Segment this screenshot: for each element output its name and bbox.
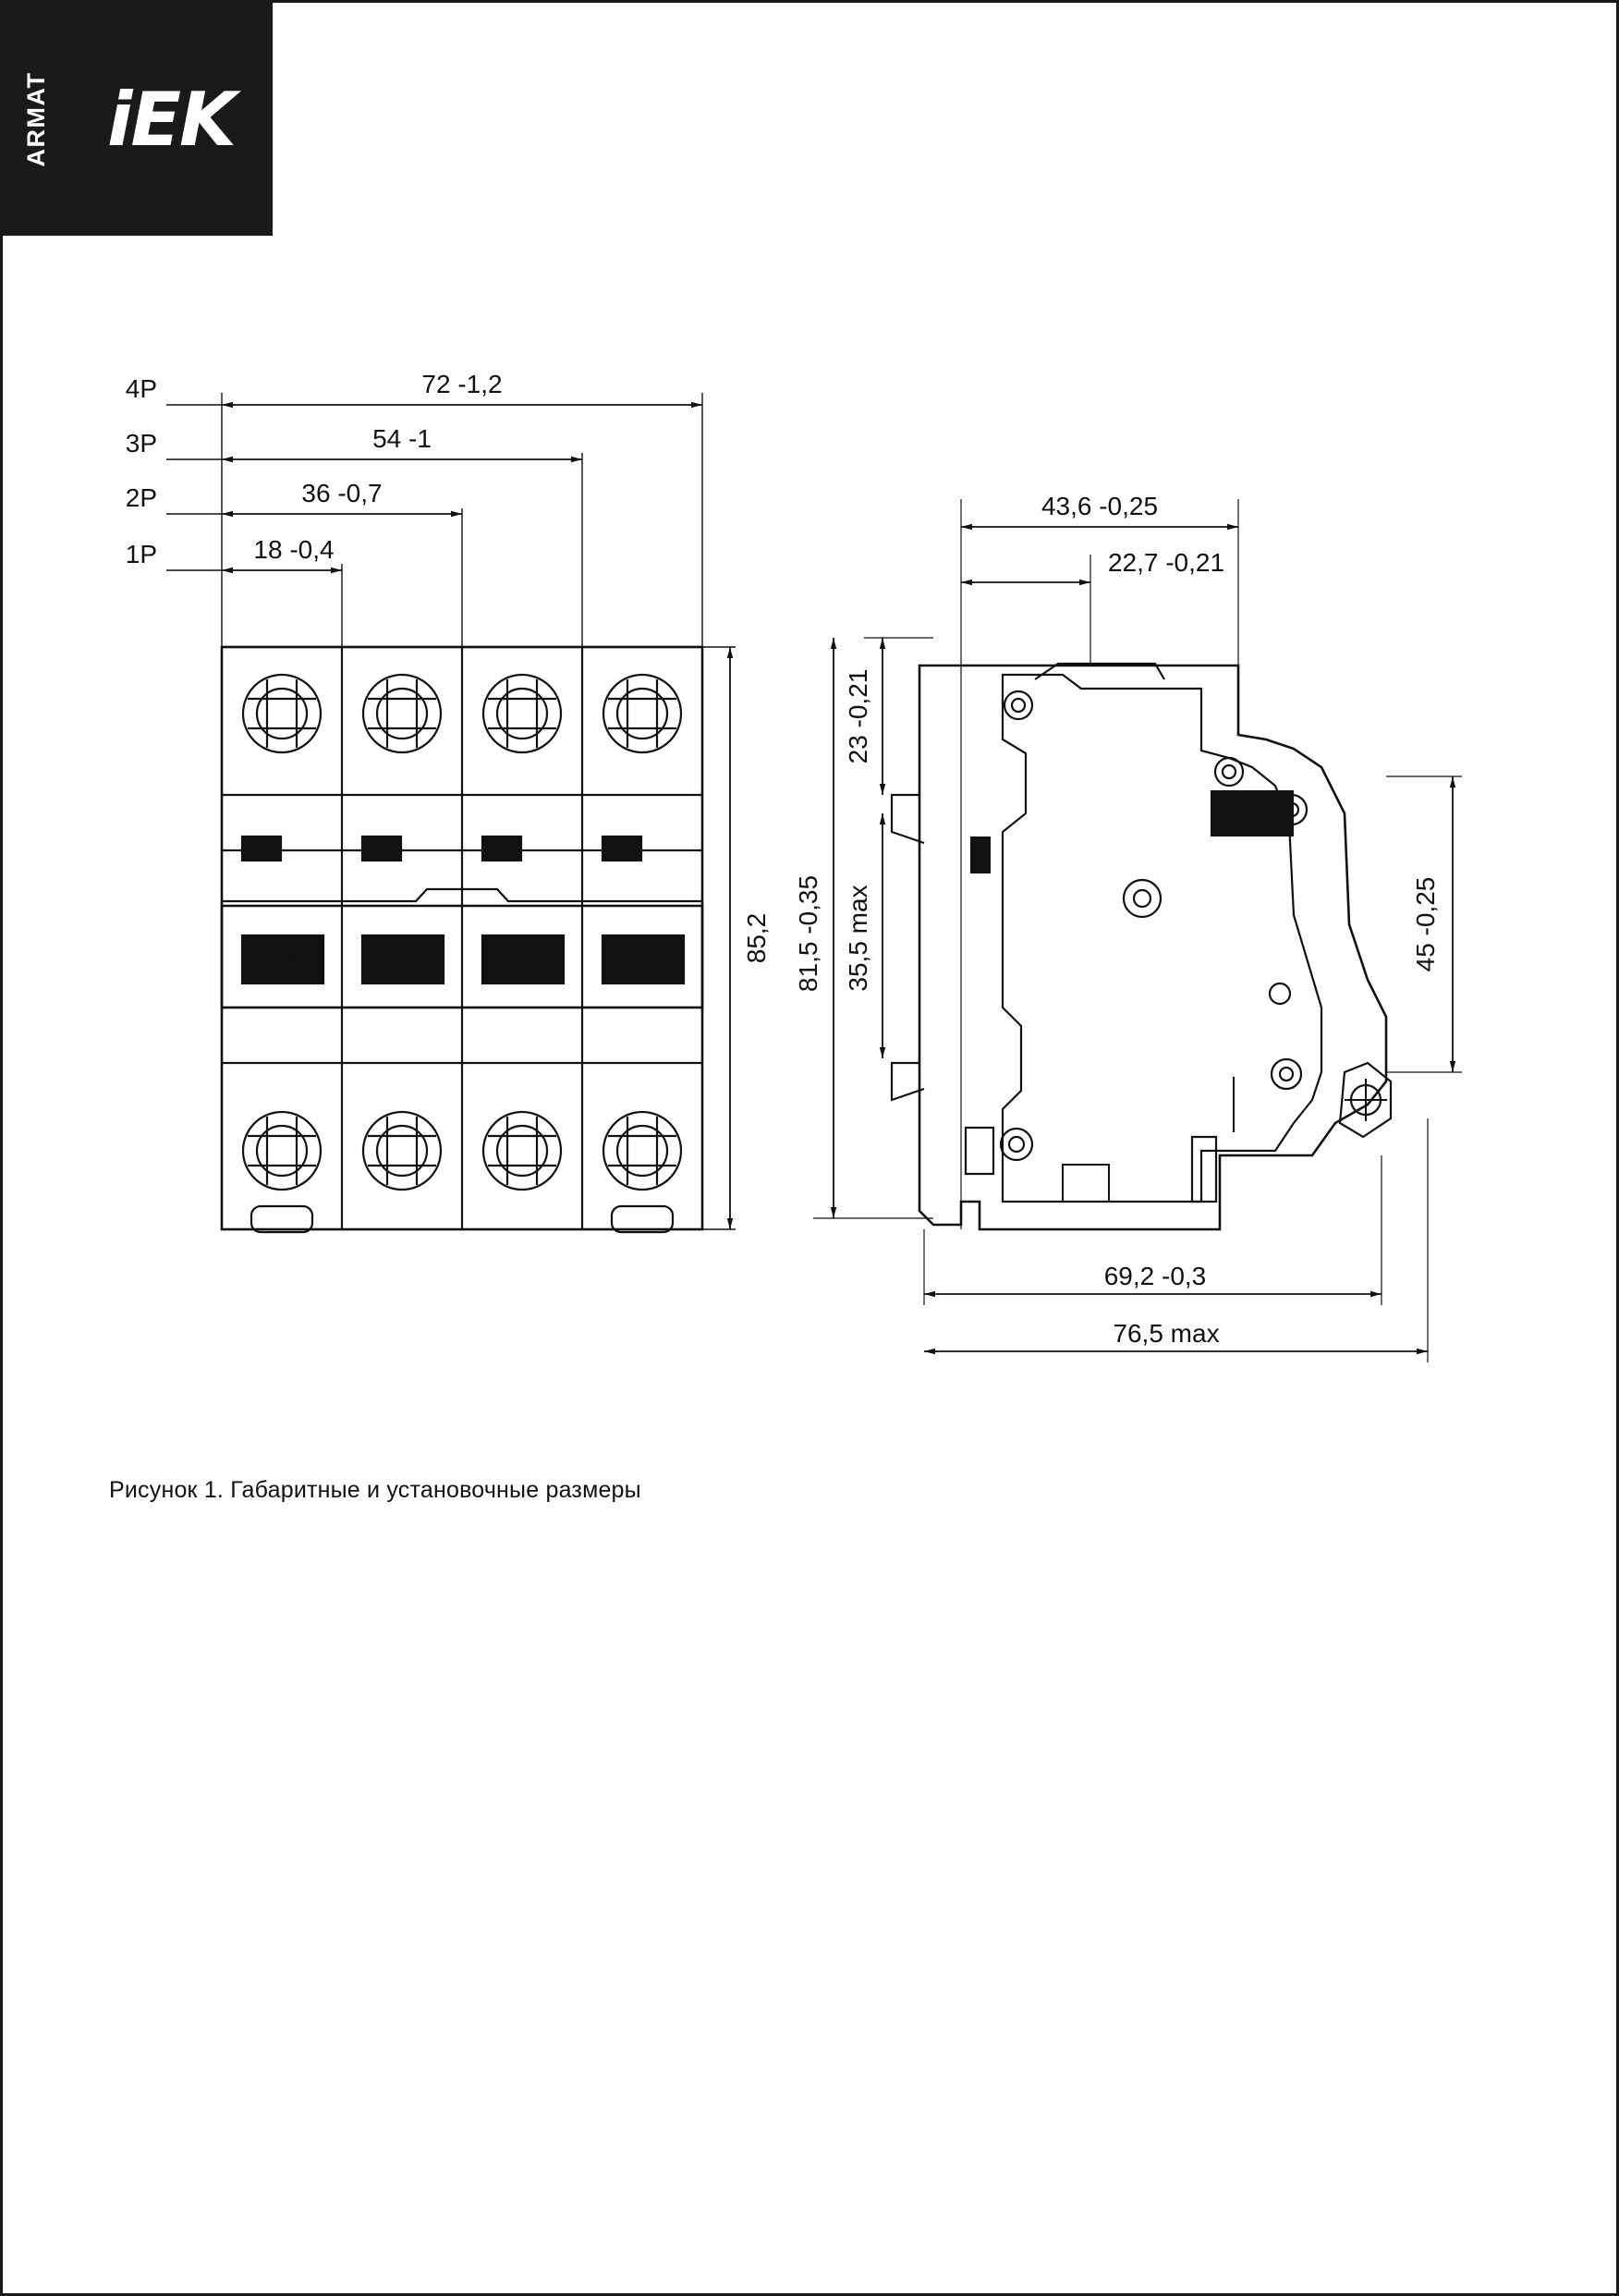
- dimension-76-5-max: 76,5 max: [1113, 1319, 1220, 1348]
- pole-label-4p: 4P: [125, 374, 157, 403]
- dimension-22-7: 22,7 -0,21: [1107, 548, 1225, 577]
- dimension-35-5-max: 35,5 max: [844, 885, 872, 992]
- dimension-45: 45 -0,25: [1411, 876, 1440, 972]
- toggle-label-2: 0-OFF: [374, 951, 432, 972]
- logo-text: iEK: [106, 76, 236, 163]
- toggle-label-1: 0-OFF: [254, 951, 311, 972]
- dimension-23: 23 -0,21: [844, 668, 872, 764]
- dimension-81-5: 81,5 -0,35: [794, 874, 822, 993]
- dimension-85-2: 85,2: [742, 912, 771, 964]
- pole-label-2p: 2P: [125, 483, 157, 512]
- pole-label-3p: 3P: [125, 429, 157, 458]
- dimension-36: 36 -0,7: [301, 479, 383, 507]
- dimension-54: 54 -1: [372, 424, 432, 453]
- dimension-18: 18 -0,4: [253, 535, 335, 564]
- brand-vertical-label: ARMAT: [21, 71, 50, 167]
- figure-caption: Рисунок 1. Габаритные и установочные размеры: [109, 1477, 641, 1503]
- dimension-43-6: 43,6 -0,25: [1041, 492, 1159, 520]
- pole-label-1p: 1P: [125, 540, 157, 568]
- toggle-label-3: 0-OFF: [494, 951, 552, 972]
- dimension-72: 72 -1,2: [421, 370, 503, 398]
- dimension-69-2: 69,2 -0,3: [1103, 1262, 1207, 1290]
- toggle-label-4: 0-OFF: [615, 951, 672, 972]
